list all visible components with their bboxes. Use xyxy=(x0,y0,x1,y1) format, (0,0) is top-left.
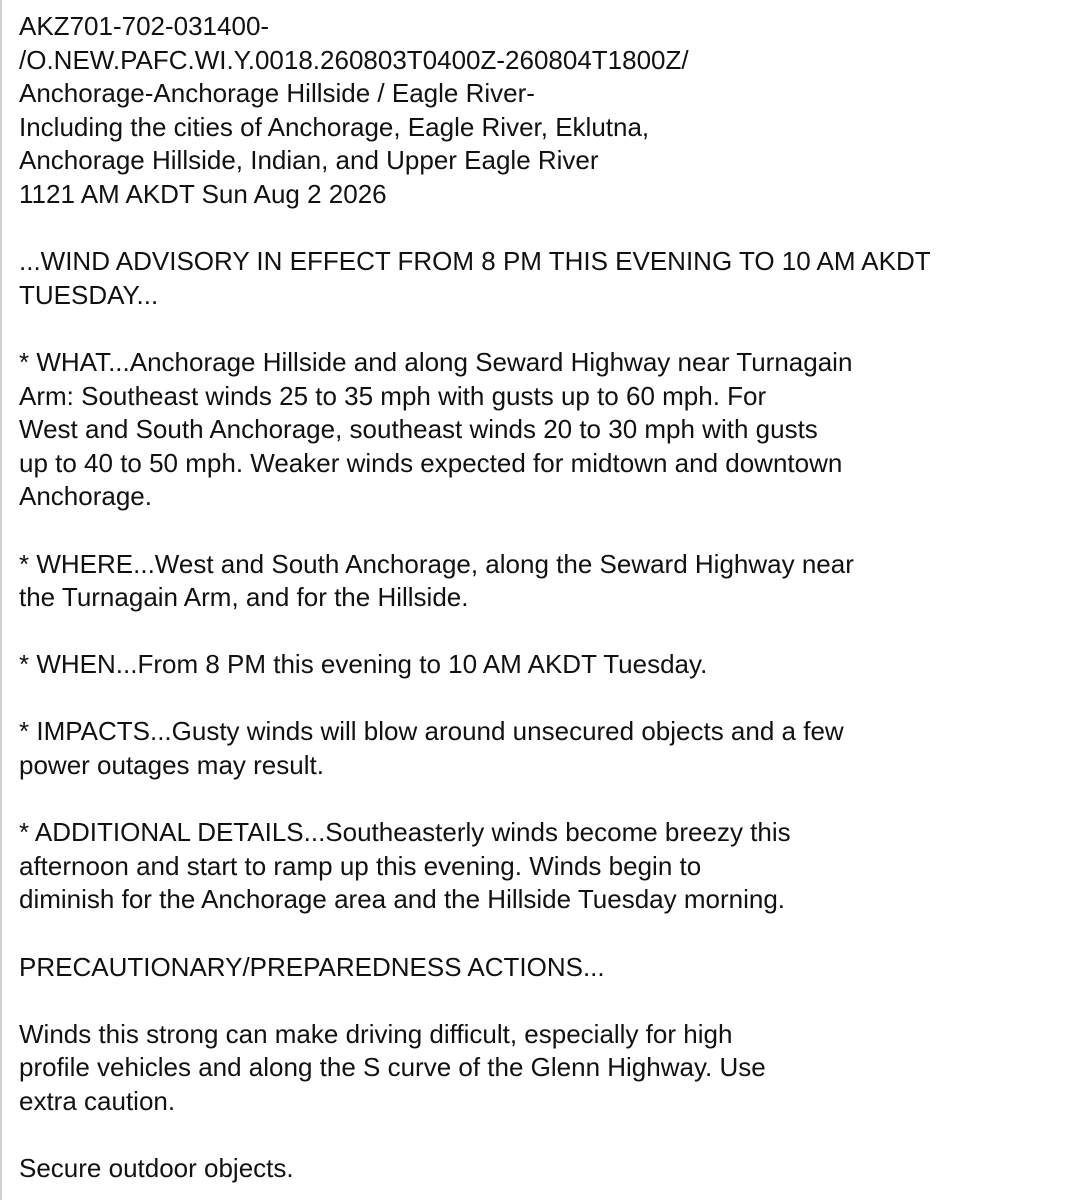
spacer xyxy=(19,615,1079,649)
spacer xyxy=(19,514,1079,548)
spacer xyxy=(19,1119,1079,1153)
zone-codes: AKZ701-702-031400- xyxy=(19,11,270,41)
impacts-section xyxy=(19,715,1079,782)
when-section xyxy=(19,648,1079,682)
additional-details-section xyxy=(19,816,1079,917)
headline xyxy=(19,245,1079,312)
headline-line: TUESDAY... xyxy=(19,279,159,310)
spacer xyxy=(19,783,1079,817)
precautionary-heading: PRECAUTIONARY/PREPAREDNESS ACTIONS... xyxy=(19,951,605,982)
precautionary-section xyxy=(19,951,1079,1186)
issued-timestamp: 1121 AM AKDT Sun Aug 2 2026 xyxy=(19,178,387,209)
zone-name: Anchorage-Anchorage Hillside / Eagle River- xyxy=(19,78,535,109)
precautionary-line: extra caution. xyxy=(19,1086,176,1116)
what-line: Anchorage. xyxy=(19,481,152,512)
additional-details-line: afternoon and start to ramp up this evening. Winds begin to xyxy=(19,850,702,881)
impacts-line: * IMPACTS...Gusty winds will blow around unsecured objects and a few xyxy=(19,716,844,747)
bulletin-header xyxy=(19,10,1079,212)
precautionary-line: profile vehicles and along the S curve of the Glenn Highway. Use xyxy=(19,1052,766,1083)
where-line: * WHERE...West and South Anchorage, along the Seward Highway near xyxy=(19,548,854,579)
what-line: West and South Anchorage, southeast winds 20 to 30 mph with gusts xyxy=(19,414,818,445)
what-line: Arm: Southeast winds 25 to 35 mph with gusts up to 60 mph. For xyxy=(19,380,767,411)
spacer xyxy=(19,212,1079,246)
precautionary-line: Secure outdoor objects. xyxy=(19,1153,294,1184)
impacts-line: power outages may result. xyxy=(19,750,324,781)
where-line: the Turnagain Arm, and for the Hillside. xyxy=(19,582,469,613)
additional-details-line: * ADDITIONAL DETAILS...Southeasterly winds become breezy this xyxy=(19,817,791,848)
headline-line: ...WIND ADVISORY IN EFFECT FROM 8 PM THIS EVENING TO 10 AM AKDT xyxy=(19,246,931,277)
where-section xyxy=(19,548,1079,615)
what-line: up to 40 to 50 mph. Weaker winds expected for midtown and downtown xyxy=(19,447,843,478)
precautionary-line: Winds this strong can make driving difficult, especially for high xyxy=(19,1018,733,1049)
what-line: * WHAT...Anchorage Hillside and along Seward Highway near Turnagain xyxy=(19,346,853,377)
spacer xyxy=(19,682,1079,716)
additional-details-line: diminish for the Anchorage area and the Hillside Tuesday morning. xyxy=(19,884,785,915)
wind-advisory-bulletin xyxy=(19,10,1079,1186)
spacer xyxy=(19,312,1079,346)
spacer xyxy=(19,917,1079,951)
spacer xyxy=(19,984,1079,1018)
cities-line: Including the cities of Anchorage, Eagle River, Eklutna, xyxy=(19,111,650,142)
what-section xyxy=(19,346,1079,514)
vtec-string: /O.NEW.PAFC.WI.Y.0018.260803T0400Z-260804T1800Z/ xyxy=(19,44,689,75)
cities-line: Anchorage Hillside, Indian, and Upper Eagle River xyxy=(19,145,599,176)
when-line: * WHEN...From 8 PM this evening to 10 AM AKDT Tuesday. xyxy=(19,649,708,680)
